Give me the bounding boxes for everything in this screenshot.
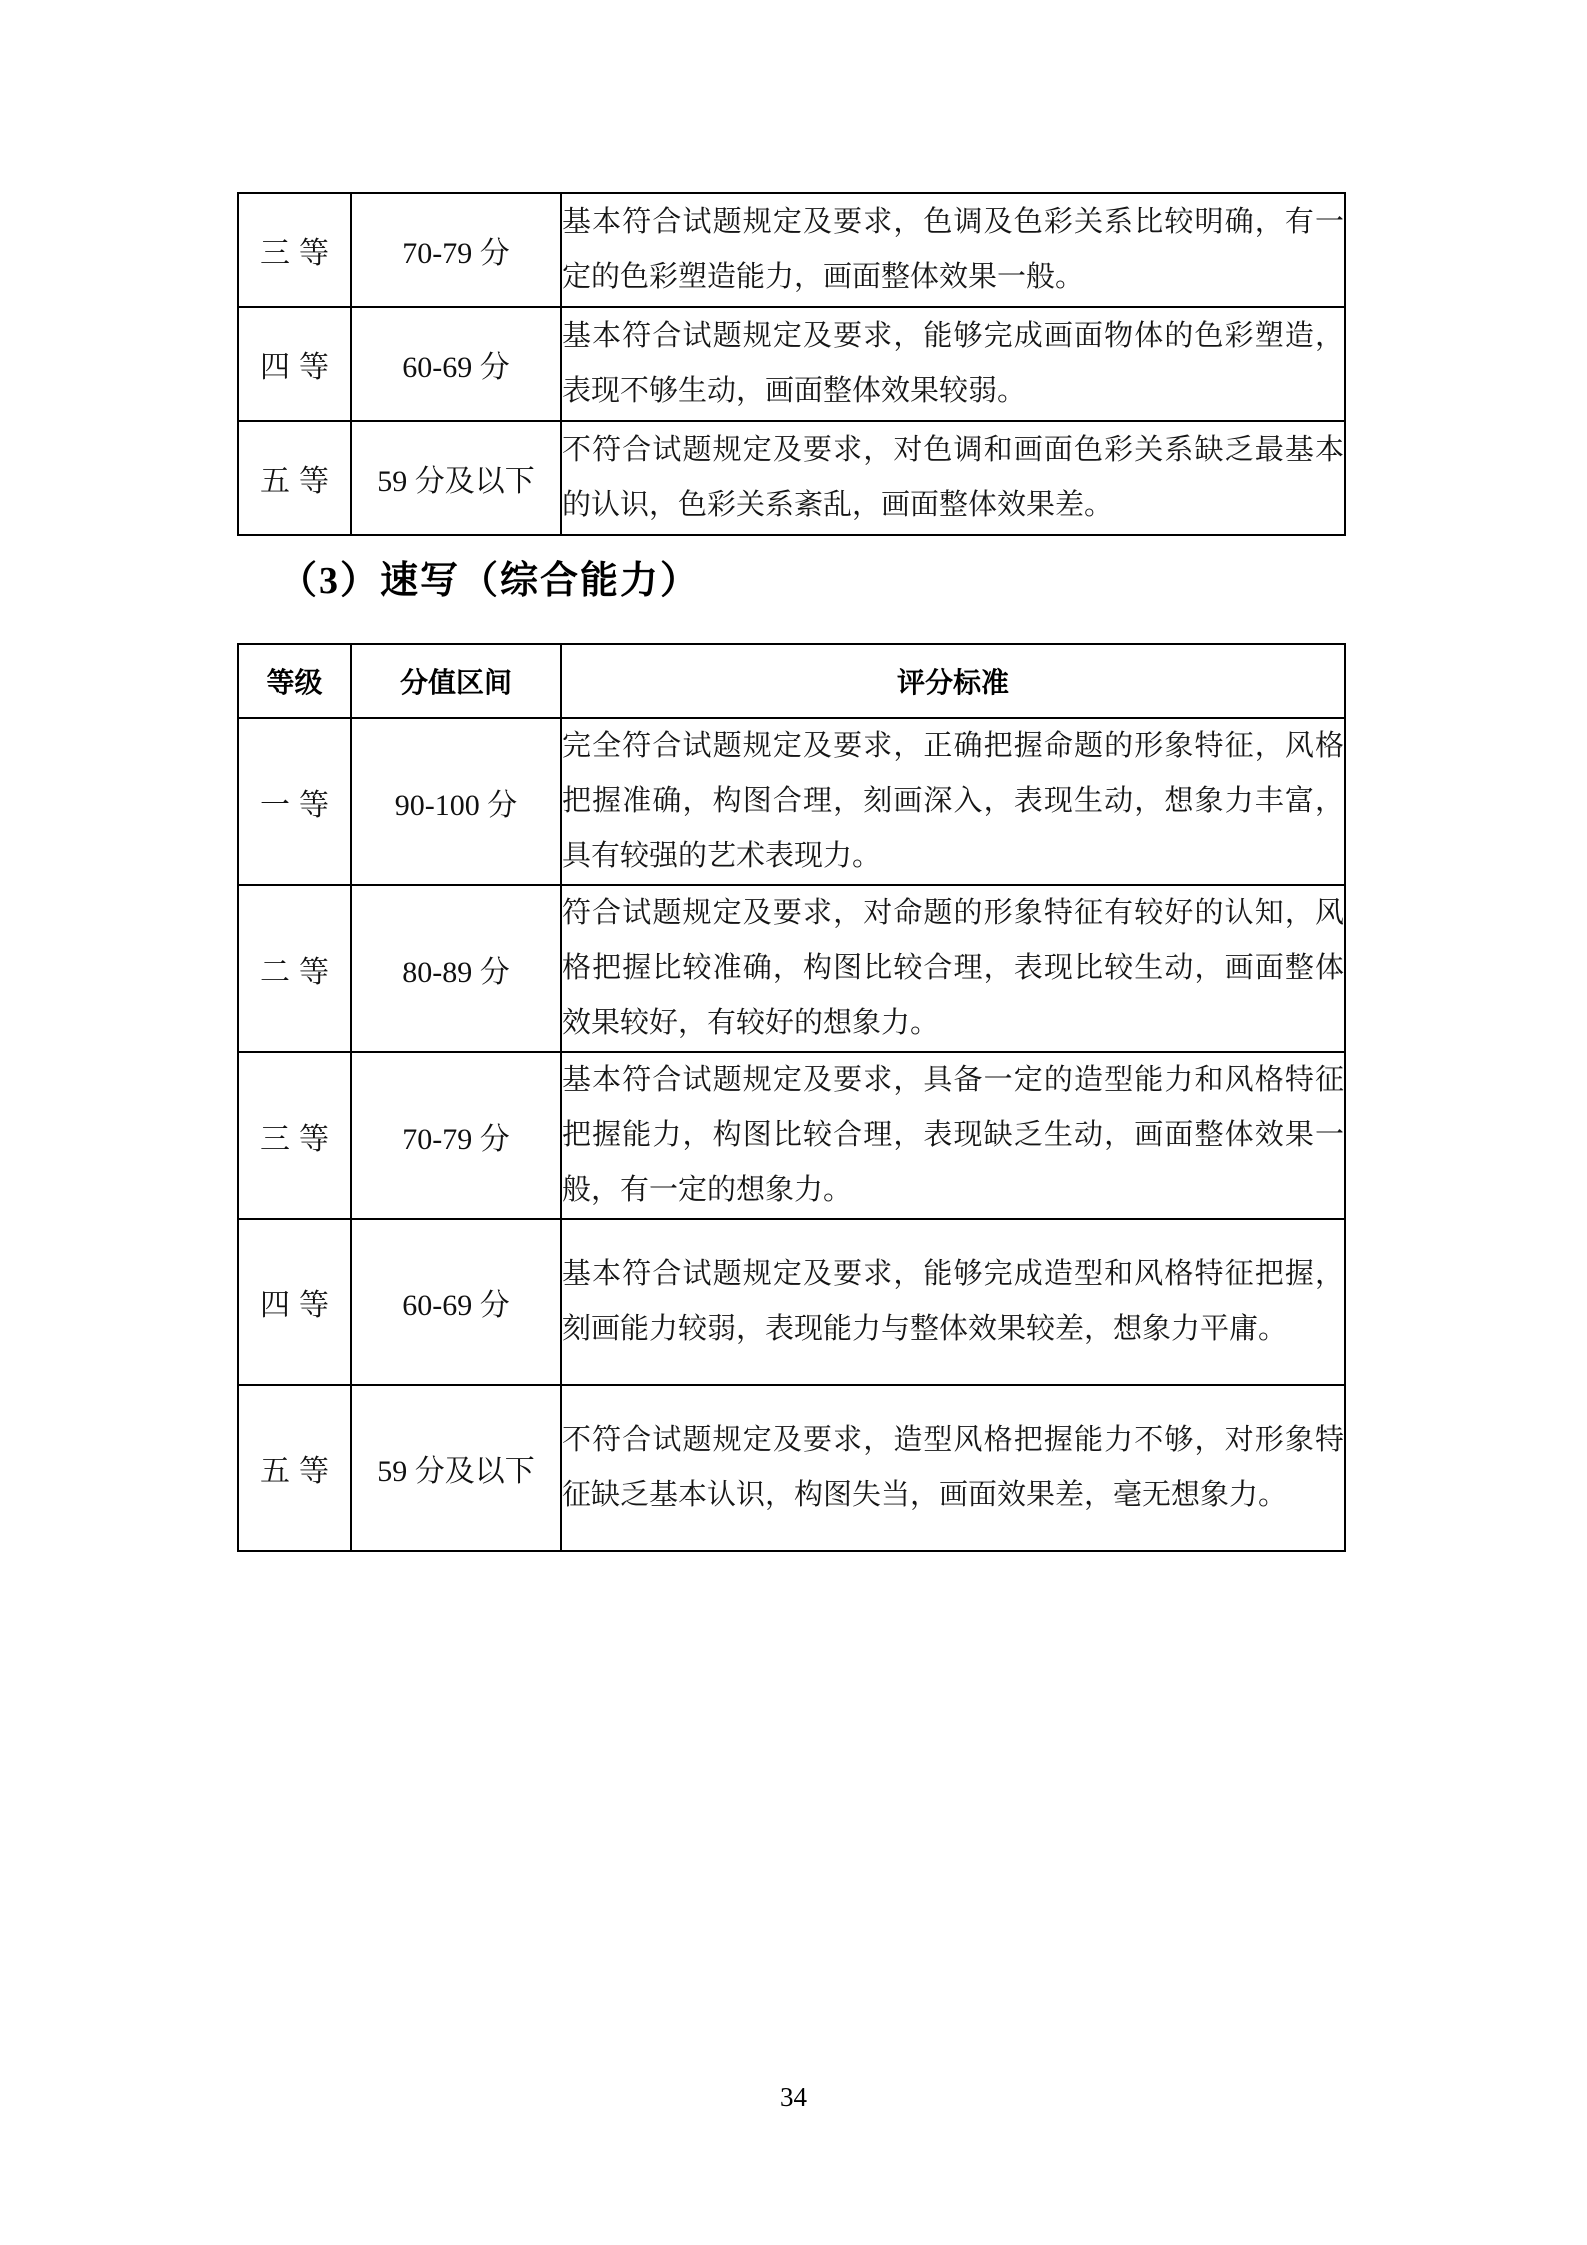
score-range: 70-79 分 [351, 193, 561, 307]
color-grading-table-continued [237, 192, 1346, 536]
criteria-text: 完全符合试题规定及要求，正确把握命题的形象特征，风格把握准确，构图合理，刻画深入，表现生动，想象力丰富，具有较强的艺术表现力。 [561, 718, 1345, 885]
score-range: 80-89 分 [351, 885, 561, 1052]
grade-label: 一等 [238, 718, 351, 885]
score-range: 60-69 分 [351, 1219, 561, 1385]
header-criteria: 评分标准 [561, 644, 1345, 718]
criteria-text: 基本符合试题规定及要求，能够完成画面物体的色彩塑造，表现不够生动，画面整体效果较弱。 [561, 307, 1345, 421]
table-row [238, 1219, 1345, 1385]
criteria-text: 不符合试题规定及要求，对色调和画面色彩关系缺乏最基本的认识，色彩关系紊乱，画面整体效果差。 [561, 421, 1345, 535]
criteria-text: 基本符合试题规定及要求，能够完成造型和风格特征把握，刻画能力较弱，表现能力与整体效果较差，想象力平庸。 [561, 1219, 1345, 1385]
table-row [238, 307, 1345, 421]
score-range: 90-100 分 [351, 718, 561, 885]
grade-label: 三等 [238, 1052, 351, 1219]
table-row [238, 1052, 1345, 1219]
table-row [238, 885, 1345, 1052]
table-row [238, 1385, 1345, 1551]
page-number: 34 [780, 2082, 807, 2112]
table-row [238, 718, 1345, 885]
grade-label: 四等 [238, 307, 351, 421]
grade-label: 五等 [238, 421, 351, 535]
header-grade: 等级 [238, 644, 351, 718]
score-range: 59 分及以下 [351, 1385, 561, 1551]
criteria-text: 不符合试题规定及要求，造型风格把握能力不够，对形象特征缺乏基本认识，构图失当，画面效果差，毫无想象力。 [561, 1385, 1345, 1551]
score-range: 60-69 分 [351, 307, 561, 421]
score-range: 70-79 分 [351, 1052, 561, 1219]
grade-label: 四等 [238, 1219, 351, 1385]
grade-label: 五等 [238, 1385, 351, 1551]
table-row [238, 421, 1345, 535]
grade-label: 三等 [238, 193, 351, 307]
criteria-text: 基本符合试题规定及要求，色调及色彩关系比较明确，有一定的色彩塑造能力，画面整体效果一般。 [561, 193, 1345, 307]
grade-label: 二等 [238, 885, 351, 1052]
table-header-row [238, 644, 1345, 718]
criteria-text: 符合试题规定及要求，对命题的形象特征有较好的认知，风格把握比较准确，构图比较合理，表现比较生动，画面整体效果较好，有较好的想象力。 [561, 885, 1345, 1052]
section-heading: （3）速写（综合能力） [279, 560, 701, 602]
score-range: 59 分及以下 [351, 421, 561, 535]
sketch-grading-table [237, 643, 1346, 1552]
header-score-range: 分值区间 [351, 644, 561, 718]
criteria-text: 基本符合试题规定及要求，具备一定的造型能力和风格特征把握能力，构图比较合理，表现缺乏生动，画面整体效果一般，有一定的想象力。 [561, 1052, 1345, 1219]
table-row [238, 193, 1345, 307]
